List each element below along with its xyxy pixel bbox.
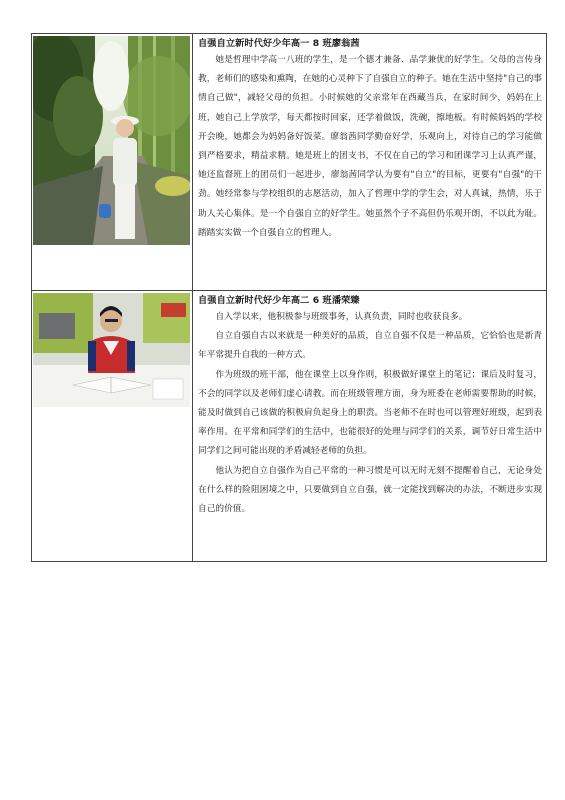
profile-row [32,34,547,291]
profiles-table [31,33,547,562]
profile-paragraph: 作为班级的班干部，他在课堂上以身作则，积极做好课堂上的笔记；课后及时复习，不会的同学以及老师们虚心请教。而在班级管理方面，身为班委在老师需要帮助的时候，能及时做到自己该做的积极肩负起身上的职责。当老师不在时也可以管理好班级，起到表率作用。在平常和同学们的生活中，也能很好的处理与同学们的关系，调节好日常生活中同学们之间可能出现的矛盾减轻老师的负担。 [198,369,542,457]
profile-heading: 自强自立新时代好少年高一 8 班廖翁茜 [198,38,360,49]
profile-row [32,291,547,562]
student-photo-garden [33,36,190,245]
profile-text-cell [193,34,547,291]
profile-heading: 自强自立新时代好少年高二 6 班潘荣臻 [198,295,360,306]
student-photo-reading [33,293,190,407]
profile-paragraph: 他认为把自立自强作为自己平常的一种习惯是可以无时无刻不提醒着自己，无论身处在什么样的险阻困境之中，只要做到自立自强，就一定能找到解决的办法，不断进步实现自己的价值。 [198,465,542,515]
photo-cell [32,34,193,291]
profile-paragraph: 自入学以来，他积极参与班级事务，认真负责，同时也收获良多。 [215,312,468,322]
profile-paragraph: 她是哲理中学高一八班的学生，是一个德才兼备、品学兼优的好学生。父母的言传身教，老师们的感染和熏陶，在她的心灵种下了自强自立的种子。她在生活中坚持"自己的事情自己做"，减轻父母的负担。小时候她的父亲常年在西藏当兵，在家时间少，妈妈在上班，她自己上学放学，每天都按时回家，还学着做饭，洗碗，擦地板。有时候妈妈的学校开会晚，她都会为妈妈备好饭菜。廖翁茜同学勤奋好学，乐观向上，对待自己的学习能做到严格要求，精益求精。她是班上的团支书，不仅在自己的学习和团课学习上认真严谨，她还监督班上的团员们一起进步，廖翁茜同学认为要有"自立"的目标，更要有"自强"的干劲。她经常参与学校组织的志愿活动，加入了哲理中学的学生会，对人真诚，热情，乐于助人关心集体。是一个自强自立的好学生。她虽然个子不高但仍乐观开朗，不以此为耻。踏踏实实做一个自强自立的哲理人。 [198,55,542,238]
document-sheet [31,33,542,562]
profile-text-cell [193,291,547,562]
photo-cell [32,291,193,562]
profile-paragraph: 自立自强自古以来就是一种美好的品质，自立自强不仅是一种品质，它恰恰也是新青年平常提升自我的一种方式。 [198,331,542,361]
